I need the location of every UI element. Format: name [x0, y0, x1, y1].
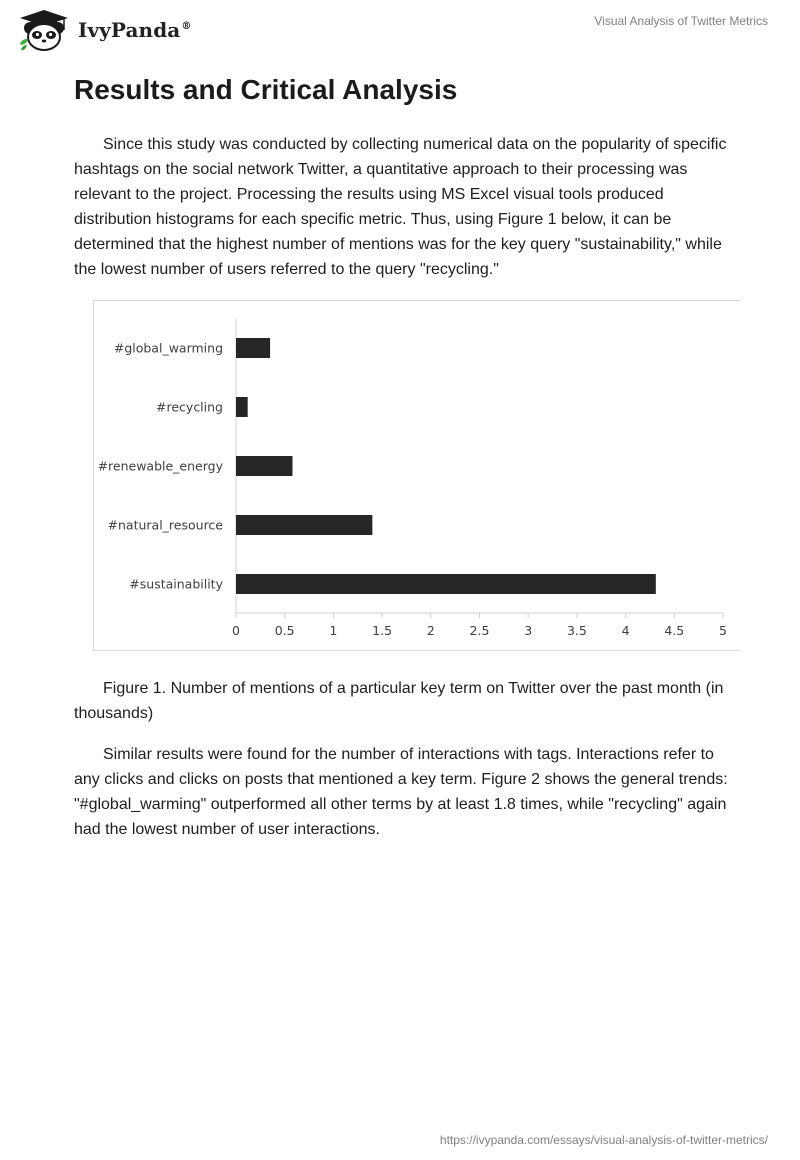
running-title: Visual Analysis of Twitter Metrics: [594, 14, 768, 28]
x-tick-label: 1.5: [372, 623, 393, 638]
bar-chart-svg: [94, 301, 742, 652]
panda-logo-icon: [14, 8, 74, 52]
category-label: #natural_resource: [107, 517, 223, 533]
category-label: #renewable_energy: [97, 458, 223, 474]
x-tick-label: 2: [426, 623, 435, 638]
x-tick-label: 0.5: [274, 623, 295, 638]
x-tick-label: 5: [719, 623, 727, 638]
bar-sustainability: [236, 574, 656, 594]
x-tick-label: 4: [621, 623, 630, 638]
bar-renewable-energy: [236, 456, 292, 476]
category-label: #global_warming: [113, 340, 223, 356]
category-label: #sustainability: [129, 576, 223, 592]
x-tick-label: 2.5: [469, 623, 490, 638]
category-label: #recycling: [156, 399, 223, 415]
bar-natural-resource: [236, 515, 372, 535]
x-tick-label: 3.5: [566, 623, 587, 638]
figure-1-chart: [93, 300, 741, 651]
x-tick-label: 1: [329, 623, 338, 638]
paragraph-interactions: Similar results were found for the number of interactions with tags. Interactions refer to any clicks and clicks on posts that mentioned a key term. Figure 2 shows the general trends: "#global_warming" outperformed all other terms by at least 1.8 times, while "recycling" again had the lowest number of user interactions.: [74, 746, 728, 838]
x-tick-label: 3: [524, 623, 533, 638]
figure-caption: Figure 1. Number of mentions of a particular key term on Twitter over the past month (in thousands): [74, 680, 724, 722]
brand-name: IvyPanda®: [78, 18, 192, 42]
x-tick-label: 0: [232, 623, 240, 638]
registered-mark: ®: [181, 21, 192, 33]
paragraph-intro: Since this study was conducted by collecting numerical data on the popularity of specific hashtags on the social network Twitter, a quantitative approach to their processing was relevant to the project. Processing the results using MS Excel visual tools produced distribution histograms for each specific metric. Thus, using Figure 1 below, it can be determined that the highest number of mentions was for the key query "sustainability," while the lowest number of users referred to the query "recycling.": [74, 136, 727, 278]
bar-recycling: [236, 397, 248, 417]
source-url-link[interactable]: https://ivypanda.com/essays/visual-analysis-of-twitter-metrics/: [439, 1133, 768, 1147]
brand-logo[interactable]: [14, 8, 191, 52]
bar-global-warming: [236, 338, 270, 358]
x-tick-label: 4.5: [664, 623, 685, 638]
section-title: Results and Critical Analysis: [74, 74, 458, 105]
